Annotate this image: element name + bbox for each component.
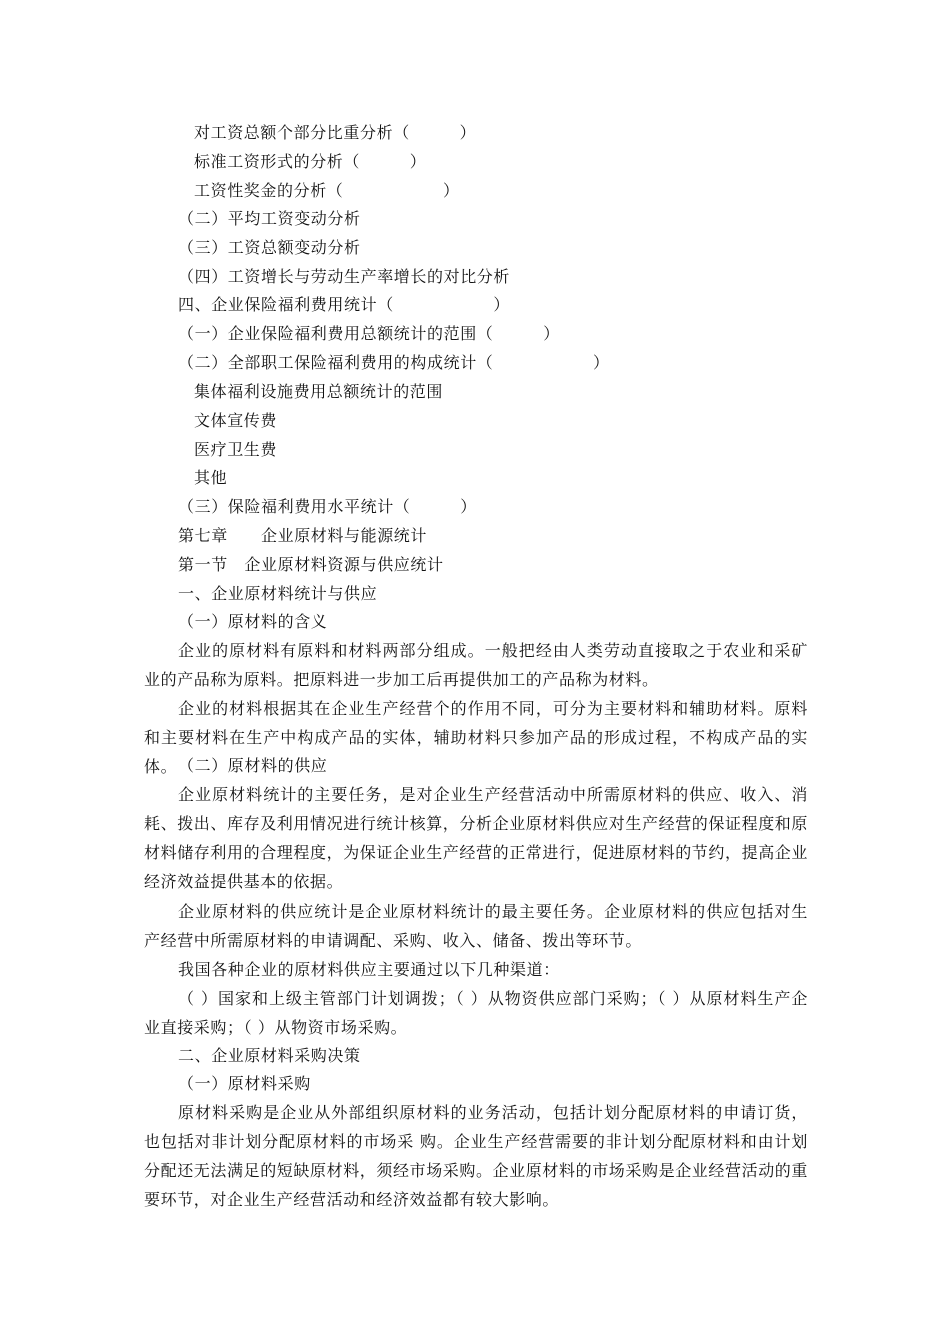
outline-item-other: 其他	[194, 468, 228, 487]
outline-item-bonus-analysis: 工资性奖金的分析（ ）	[194, 181, 460, 200]
outline-item-wage-vs-productivity: （四）工资增长与劳动生产率增长的对比分析	[178, 267, 511, 286]
outline-item-total-wage: （三）工资总额变动分析	[178, 238, 361, 257]
outline-item-welfare-level: （三）保险福利费用水平统计（ ）	[178, 497, 477, 516]
paragraph-material-classification: 企业的材料根据其在企业生产经营个的作用不同，可分为主要材料和辅助材料。原料和主要材料在生产中构成产品的实体，辅助材料只参加产品的形成过程，不构成产品的实体。	[144, 699, 808, 776]
subheading-procurement: （一）原材料采购	[178, 1074, 311, 1093]
outline-item-average-wage: （二）平均工资变动分析	[178, 209, 361, 228]
paragraph-supply-channels: （ ）国家和上级主管部门计划调拨；（ ）从物资供应部门采购；（ ）从原材料生产企业直接采购；（ ）从物资市场采购。	[144, 989, 808, 1037]
paragraph-supply-channels-intro: 我国各种企业的原材料供应主要通过以下几种渠道：	[178, 960, 560, 979]
outline-item-facility-scope: 集体福利设施费用总额统计的范围	[194, 382, 444, 401]
outline-item-wage-share-analysis: 对工资总额个部分比重分析（ ）	[194, 123, 477, 142]
paragraph-statistics-tasks: 企业原材料统计的主要任务，是对企业生产经营活动中所需原材料的供应、收入、消耗、拨出、库存及利用情况进行统计核算，分析企业原材料供应对生产经营的保证程度和原材料储存利用的合理程度，为保证企业生产经营的正常进行，促进原材料的节约，提高企业经济效益提供基本的依据。	[144, 785, 809, 891]
outline-item-culture-costs: 文体宣传费	[194, 411, 278, 430]
section-heading: 第一节 企业原材料资源与供应统计	[178, 555, 444, 574]
paragraph-raw-material-definition: 企业的原材料有原料和材料两部分组成。一般把经由人类劳动直接取之于农业和采矿业的产品称为原料。把原料进一步加工后再提供加工的产品称为材料。	[144, 641, 808, 689]
outline-item-welfare-composition: （二）全部职工保险福利费用的构成统计（ ）	[178, 353, 610, 372]
subheading-material-meaning: （一）原材料的含义	[178, 612, 328, 631]
outline-item-welfare-scope: （一）企业保险福利费用总额统计的范围（ ）	[178, 324, 560, 343]
outline-item-standard-wage-analysis: 标准工资形式的分析（ ）	[194, 152, 427, 171]
paragraph-procurement: 原材料采购是企业从外部组织原材料的业务活动，包括计划分配原材料的申请订货，也包括对非计划分配原材料的市场采 购。企业生产经营需要的非计划分配原材料和由计划分配还无法满足的短缺原材料，须经市场采购。企业原材料的市场采购是企业经营活动的重要环节，对企业生产经营活动和经济效益都有较大影响。	[144, 1103, 809, 1209]
section-heading-welfare-costs: 四、企业保险福利费用统计（ ）	[178, 295, 511, 314]
outline-item-medical-costs: 医疗卫生费	[194, 440, 278, 459]
subsection-heading-procurement-decision: 二、企业原材料采购决策	[178, 1046, 361, 1065]
subsection-heading-statistics-supply: 一、企业原材料统计与供应	[178, 584, 378, 603]
chapter-heading: 第七章 企业原材料与能源统计	[178, 526, 428, 545]
paragraph-supply-statistics: 企业原材料的供应统计是企业原材料统计的最主要任务。企业原材料的供应包括对生产经营中所需原材料的申请调配、采购、收入、储备、拨出等环节。	[144, 902, 808, 950]
subheading-material-supply: （二）原材料的供应	[178, 756, 328, 775]
